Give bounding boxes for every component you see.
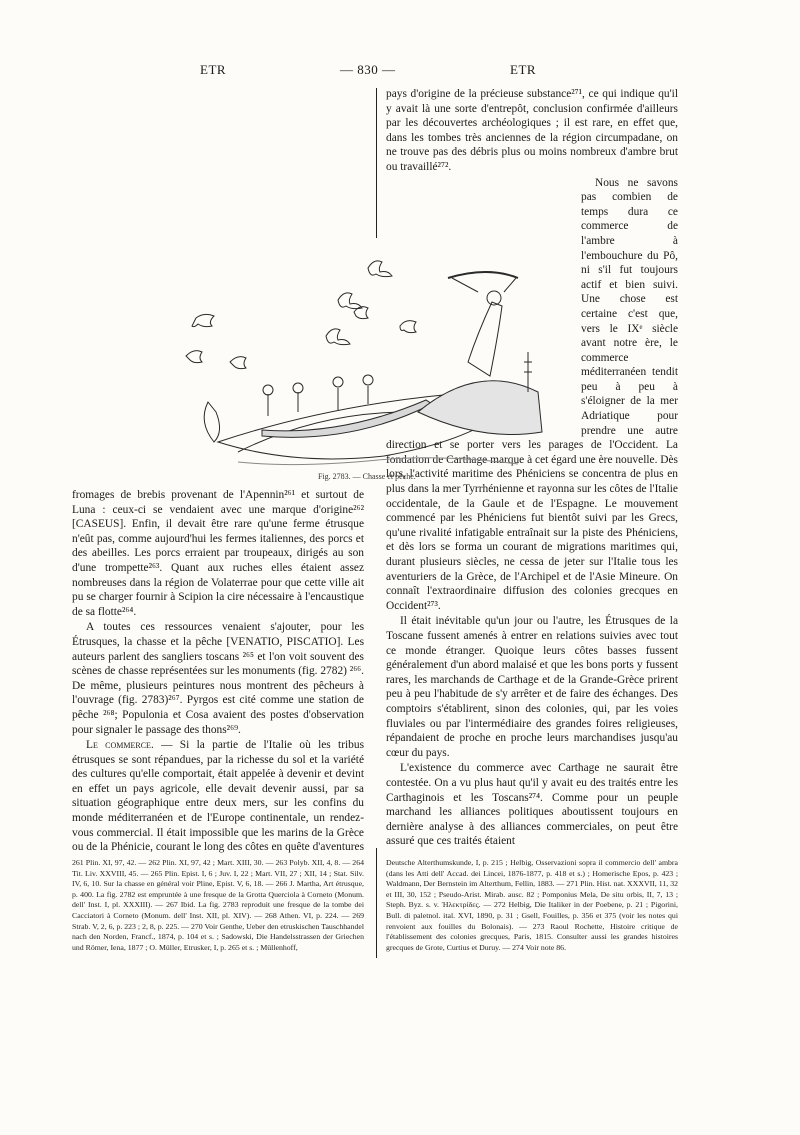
footnote-divider [376, 848, 377, 958]
footnotes-left [72, 858, 364, 953]
left-paragraph-2: A toutes ces ressources venaient s'ajouter, pour les Étrusques, la chasse et la pêche [VENATIO, PISCATIO]. Les auteurs parlent des sangliers toscans ²⁶⁵ et l'on voit souvent des scènes de chasse représentées sur les monuments (fig. 2782) ²⁶⁶. De même, plusieurs peintures nous montrent des pêcheurs à l'ouvrage (fig. 2783)²⁶⁷. Pyrgos est cité comme une station de pêche ²⁶⁸; Populonia et Cosa avaient des postes d'observation pour signaler le passage des thons²⁶⁹. [72, 621, 364, 736]
figure-caption: Fig. 2783. — Chasse et pêche. [318, 472, 416, 481]
right-paragraph-4: L'existence du commerce avec Carthage ne saurait être contestée. On a vu plus haut qu'il y avait eu des traités entre les Carthaginois et les Toscans²⁷⁴. Comme pour un peuple marchand les alliances politiques aboutissent toujours en dernière analyse à des alliances commerciales, on peut être assuré que ces traités étaient [386, 762, 678, 848]
left-paragraph-1: fromages de brebis provenant de l'Apennin²⁶¹ et surtout de Luna : ceux-ci se vendaient avec une marque d'origine²⁶² [CASEUS]. Enfin, il devait être rare qu'une ferme étrusque n'eût pas, comme aujourd'hui les fermes italiennes, des porcs et des abeilles. Les porcs erraient par troupeaux, dirigés au son d'une trompette²⁶³. Quant aux ruches elles étaient assez nombreuses dans la région de Volaterrae pour que cette ville ait pu se charger fournir à Scipion la cire nécessaire à l'encaustique de sa flotte²⁶⁴. [72, 489, 364, 618]
bird-icon [192, 314, 214, 326]
footnote-text-right: Deutsche Alterthumskunde, I, p. 215 ; Helbig, Osservazioni sopra il commercio dell' ambra (dans les Atti dell' Accad. dei Lincei, 1876-1877, p. 418 et s.) ; Homerische Epos, p. 423 ; Waldmann, Der Bernstein im Alterthum, Fellin, 1883. — 271 Plin. Hist. nat. XXXVII, 11, 32 et III, 30, 152 ; Pseudo-Arist. Mirab. ausc. 82 ; Pomponius Mela, De situ orbis, II, 7, 13 ; Steph. Byz. s. v. Ἠλεκτρίδες. — 272 Helbig, Die Italiker in der Poebene, p. 21 ; Pigorini, Bull. di paletnol. ital. XVI, 1890, p. 31 ; Gsell, Fouilles, p. 356 et 375 (voir les notes qui renvoient aux fouilles du Bolonais). — 273 Raoul Rochette, Histoire critique de l'établissement des colonies grecques, Paris, 1815. Consulter aussi les grandes histoires grecques de Grote, Curtius et Duruy. — 274 Voir note 86. [386, 858, 678, 952]
left-paragraph-3-text: — Si la partie de l'Italie où les tribus étrusques se sont répandues, par la richesse du sol et la variété des cultures qu'elle comportait, était appelée à devenir et devint en effet un pays agricole, elle devait devenir aussi, par sa situation géographique entre deux mers, sur les confins du monde méditerranéen et de l'Europe continentale, un rendez-vous commercial. Il était impossible que les marins de la Grèce ou de la Phénicie, courant le long des côtes en quête d'aventures [72, 739, 364, 854]
bird-icon [326, 329, 350, 345]
section-heading-commerce: Le commerce. [86, 739, 154, 752]
bird-icon [186, 351, 202, 363]
header-left-word: ETR [200, 62, 227, 77]
bird-icon [230, 357, 246, 369]
right-paragraph-2: Nous ne savons pas combien de temps dura ce commerce de l'ambre à l'embouchure du Pô, ni s'il fut toujours actif et bien suivi. Une chose est certaine c'est que, vers le IXᵉ siècle avant notre ère, le commerce méditerranéen tendit peu à peu à s'éloigner de la mer Adriatique pour prendre une autre direction et se porter vers les parages de l'Occident. La fondation de Carthage marque à cet égard une ère nouvelle. Dès lors, l'activité maritime des Phéniciens se concentra de plus en plus dans la mer Tyrrhénienne et rayonna sur les côtes de l'Italie occidentale, de la Gaule et de l'Espagne. Le mouvement commencé par les Phéniciens fut bientôt suivi par les Grecs, qu'une rivalité infatigable entraînait sur la piste des Phéniciens, et dès lors se forma un courant de migrations maritimes qui, durant plusieurs siècles, ne cessa de jeter sur l'Italie tous les aventuriers de la Grèce, de l'Archipel et de l'Asie Mineure. On connaît l'extraordinaire diffusion des colonies grecques en Occident²⁷³. [386, 176, 678, 612]
column-divider [376, 88, 377, 238]
rock-outline [418, 381, 542, 435]
dolphin-shape [204, 402, 219, 442]
bird-icon [338, 293, 362, 309]
footnote-text-left: 261 Plin. XI, 97, 42. — 262 Plin. XI, 97, 42 ; Mart. XIII, 30. — 263 Polyb. XII, 4, 8. — 264 Tit. Liv. XXVIII, 45. — 265 Plin. Epist. I, 6 ; Juv. I, 22 ; Mart. VII, 27 ; XII, 14 ; Stat. Silv. IV, 6, 10. Sur la chasse en général voir Pline, Epist. V, 6, 18. — 266 J. Martha, Art étrusque, p. 400. La fig. 2782 est empruntée à une fresque de la Grotta Querciola à Corneto (Monum. dell' Inst. I, pl. XXXIII). — 267 Ibid. La fig. 2783 reproduit une fresque de la tombe dei Cacciatori à Corneto (Monum. dell' Inst. XII, pl. XIV). — 268 Athen. VI, p. 224. — 269 Strab. V, 2, 6, p. 223 ; 2, 8, p. 225. — 270 Voir Genthe, Ueber den etruskischen Tauschhandel nach den Norden, Francf., 1874, p. 104 et s. ; Sadowski, Die Handelsstrassen der Griechen und Römer, Iena, 1877 ; O. Müller, Etrusker, I, p. 265 et s. ; Müllenhoff, [72, 858, 364, 952]
bird-icon [400, 321, 416, 333]
footnotes-right [386, 858, 678, 953]
right-paragraph-1: pays d'origine de la précieuse substance²⁷¹, ce qui indique qu'il y avait là une sorte d'entrepôt, conclusion confirmée d'ailleurs par les découvertes archéologiques ; il est rare, en effet que, dans les tombes très anciennes de la région circumpadane, on ne trouve pas des débris plus ou moins nombreux d'ambre brut ou travaillé²⁷². [386, 88, 678, 173]
header-right-word: ETR [510, 62, 537, 77]
right-paragraph-3: Il était inévitable qu'un jour ou l'autre, les Étrusques de la Toscane fussent amenés à entrer en relations suivies avec tout ce monde étranger. Quoique leurs côtes basses fussent généralement d'un abord malaisé et que les bons ports y fussent rares, les marchands de Carthage et de la Grande-Grèce prirent peu à peu l'habitude de s'y arrêter et de faire des échanges. Des comptoirs s'établirent, sinon des colonies, qui, par les voies fluviales ou par l'intermédiaire des grandes foires religieuses, répandaient de proche en proche leurs marchandises jusqu'au cœur du pays. [386, 615, 678, 759]
figure-hunting-fishing-illustration [178, 252, 548, 484]
page-number: — 830 — [340, 62, 396, 77]
bird-icon [368, 261, 392, 277]
left-paragraph-3 [72, 738, 364, 857]
hunter-figure [468, 302, 502, 376]
